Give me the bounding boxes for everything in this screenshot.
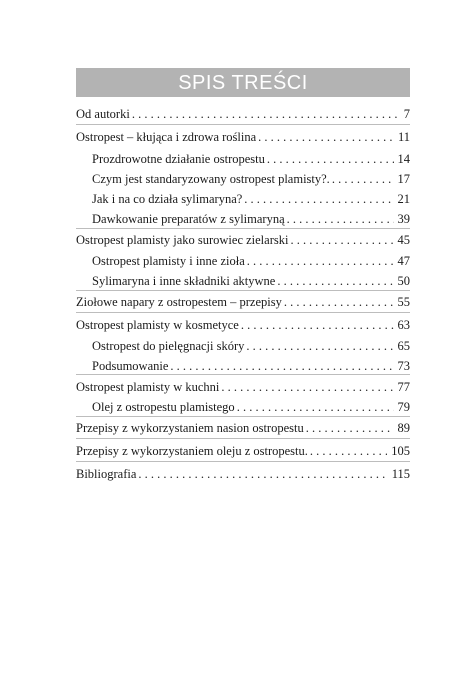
toc-divider [76, 312, 410, 313]
toc-entry-title: Ostropest plamisty w kosmetyce [76, 318, 239, 332]
toc-entry[interactable] [76, 378, 410, 396]
toc-entry[interactable] [76, 442, 410, 460]
toc-divider [76, 290, 410, 291]
toc-entry-title: Sylimaryna i inne składniki aktywne [92, 274, 276, 288]
toc-divider [76, 416, 410, 417]
toc-leader-dots [241, 316, 394, 334]
toc-divider [76, 461, 410, 462]
toc-subentry[interactable] [92, 210, 410, 228]
toc-subentry[interactable] [92, 150, 410, 168]
toc-entry-page: 39 [397, 212, 410, 226]
toc-leader-dots [290, 231, 393, 249]
toc-leader-dots [267, 150, 394, 168]
toc-entry[interactable] [76, 105, 410, 123]
toc-entry-page: 21 [397, 192, 410, 206]
toc-entry[interactable] [76, 231, 410, 249]
toc-leader-dots [170, 357, 393, 375]
toc-leader-dots [306, 419, 394, 437]
toc-entry-title: Prozdrowotne działanie ostropestu [92, 152, 265, 166]
toc-entry-page: 11 [397, 130, 410, 144]
toc-leader-dots [138, 465, 387, 483]
toc-entry-page: 105 [391, 444, 410, 458]
toc-leader-dots [258, 128, 394, 146]
toc-entry-page: 14 [397, 152, 410, 166]
toc-divider [76, 438, 410, 439]
toc-entry-page: 115 [391, 467, 410, 481]
toc-subentry[interactable] [92, 252, 410, 270]
toc-entry-title: Ostropest plamisty w kuchni [76, 380, 220, 394]
toc-subentry[interactable] [92, 190, 410, 208]
toc-leader-dots [237, 398, 394, 416]
toc-entry[interactable] [76, 419, 410, 437]
toc-subentry[interactable] [92, 272, 410, 290]
toc-entry[interactable] [76, 316, 410, 334]
toc-entry-title: Czym jest standaryzowany ostropest plamisty?. [92, 172, 330, 186]
toc-entry-page: 77 [397, 380, 410, 394]
toc-leader-dots [246, 337, 393, 355]
toc-entry-title: Od autorki [76, 107, 130, 121]
toc-entry-page: 63 [397, 318, 410, 332]
toc-entry[interactable] [76, 465, 410, 483]
toc-entry-title: Dawkowanie preparatów z sylimaryną [92, 212, 285, 226]
toc-leader-dots [244, 190, 393, 208]
toc-entry[interactable] [76, 128, 410, 146]
toc-entry[interactable] [76, 293, 410, 311]
toc-entry-page: 45 [397, 233, 410, 247]
toc-entry-title: Ziołowe napary z ostropestem – przepisy [76, 295, 282, 309]
toc-divider [76, 374, 410, 375]
toc-entry-page: 47 [397, 254, 410, 268]
toc-entry-title: Jak i na co działa sylimaryna? [92, 192, 243, 206]
toc-divider [76, 124, 410, 125]
toc-subentry[interactable] [92, 337, 410, 355]
toc-leader-dots [310, 442, 387, 460]
toc-entry-title: Przepisy z wykorzystaniem nasion ostropestu [76, 421, 304, 435]
toc-entry-title: Bibliografia [76, 467, 137, 481]
toc-subentry[interactable] [92, 170, 410, 188]
toc-entry-page: 65 [397, 339, 410, 353]
toc-entry-page: 17 [397, 172, 410, 186]
toc-leader-dots [332, 170, 394, 188]
toc-entry-page: 55 [397, 295, 410, 309]
toc-title: SPIS TREŚCI [178, 71, 308, 94]
toc-entry-title: Przepisy z wykorzystaniem oleju z ostropestu. [76, 444, 308, 458]
toc-entry-page: 50 [397, 274, 410, 288]
toc-title-bar [76, 68, 410, 97]
toc-entry-title: Ostropest plamisty jako surowiec zielarski [76, 233, 289, 247]
toc-entry-page: 73 [397, 359, 410, 373]
toc-entry-title: Podsumowanie [92, 359, 169, 373]
toc-divider [76, 228, 410, 229]
toc-subentry[interactable] [92, 357, 410, 375]
toc-entry-title: Ostropest do pielęgnacji skóry [92, 339, 245, 353]
toc-leader-dots [287, 210, 394, 228]
toc-entry-title: Olej z ostropestu plamistego [92, 400, 235, 414]
toc-leader-dots [132, 105, 400, 123]
toc-entry-title: Ostropest plamisty i inne zioła [92, 254, 245, 268]
toc-entry-page: 7 [403, 107, 410, 121]
toc-entry-page: 79 [397, 400, 410, 414]
toc-entry-page: 89 [397, 421, 410, 435]
toc-leader-dots [277, 272, 393, 290]
toc-subentry[interactable] [92, 398, 410, 416]
toc-entry-title: Ostropest – kłująca i zdrowa roślina [76, 130, 257, 144]
toc-leader-dots [247, 252, 394, 270]
toc-leader-dots [284, 293, 394, 311]
toc-leader-dots [221, 378, 393, 396]
